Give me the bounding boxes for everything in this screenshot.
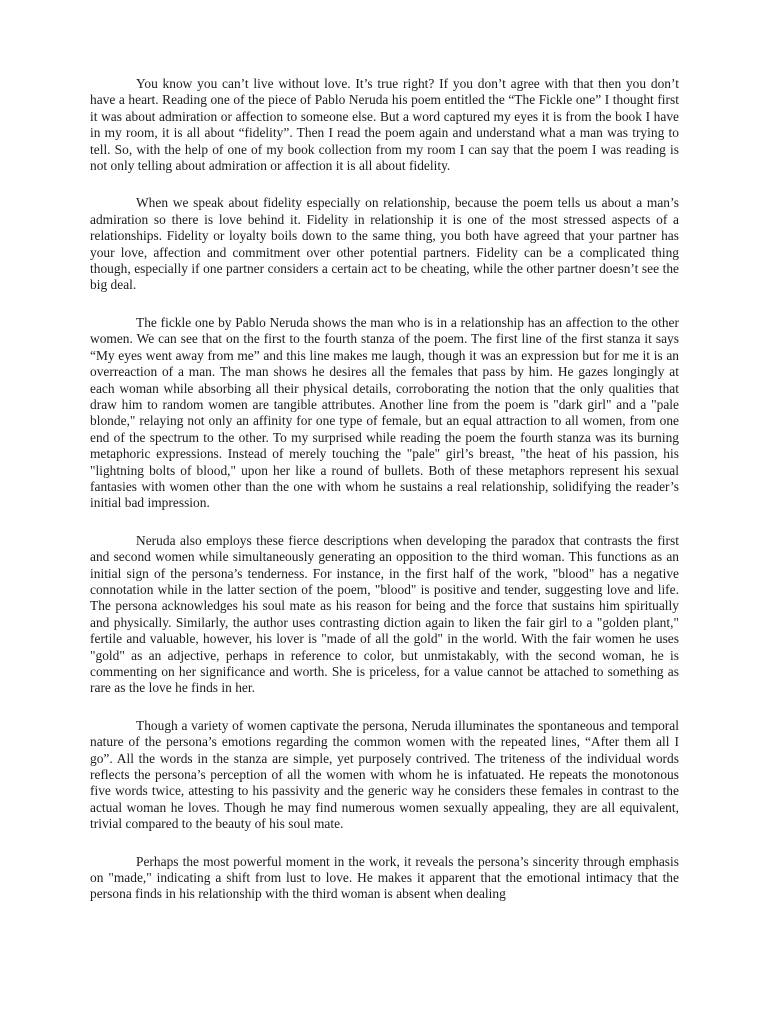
paragraph-paradox-descriptions: Neruda also employs these fierce descriptions when developing the paradox that contrasts the first and second women while simultaneously generating an opposition to the third woman. This functions as an initial sign of the persona’s tenderness. For instance, in the first half of the work, "blood" has a negative connotation while in the latter section of the poem, "blood" is positive and tender, suggesting love and life. The persona acknowledges his soul mate as his reason for being and the force that sustains him spiritually and physically. Similarly, the author uses contrasting diction again to liken the fair girl to a "golden plant," fertile and valuable, however, his lover is "made of all the gold" in the world. With the fair women he uses "gold" as an adjective, perhaps in reference to color, but unmistakably, with the second woman, he is commenting on her significance and worth. She is priceless, for a value cannot be attached to something as rare as the love he finds in her. — [90, 532, 679, 696]
paragraph-powerful-moment: Perhaps the most powerful moment in the work, it reveals the persona’s sincerity through emphasis on "made," indicating a shift from lust to love. He makes it apparent that the emotional intimacy that the persona finds in his relationship with the third woman is absent when dealing — [90, 853, 679, 902]
paragraph-fickle-one-analysis: The fickle one by Pablo Neruda shows the man who is in a relationship has an affection to the other women. We can see that on the first to the fourth stanza of the poem. The first line of the first stanza it says “My eyes went away from me” and this line makes me laugh, though it was an expression but for me it is an overreaction of a man. The man shows he desires all the females that pass by him. He gazes longingly at each woman while absorbing all their physical details, corroborating the notion that the only qualities that draw him to random women are tangible attributes. Another line from the poem is "dark girl" and a "pale blonde," relaying not only an affinity for one type of female, but an equal attraction to all women, from one end of the spectrum to the other. To my surprised while reading the poem the fourth stanza was its burning metaphoric expressions. Instead of merely touching the "pale" girl’s breast, "the heat of his passion, his "lightning bolts of blood," upon her like a round of bullets. Both of these metaphors represent his sexual fantasies with women other than the one with whom he sustains a real relationship, solidifying the reader’s initial bad impression. — [90, 314, 679, 511]
paragraph-love-and-fidelity: You know you can’t live without love. It’s true right? If you don’t agree with that then you don’t have a heart. Reading one of the piece of Pablo Neruda his poem entitled the “The Fickle one” I thought first it was about admiration or affection to someone else. But a word captured my eyes it is from the book I have in my room, it is all about “fidelity”. Then I read the poem again and understand what a man was trying to tell. So, with the help of one of my book collection from my room I can say that the poem I was reading is not only telling about admiration or affection it is all about fidelity. — [90, 76, 679, 174]
document-body — [90, 76, 679, 924]
paragraph-repeated-lines: Though a variety of women captivate the persona, Neruda illuminates the spontaneous and temporal nature of the persona’s emotions regarding the common women with the repeated lines, “After them all I go”. All the words in the stanza are simple, yet purposely contrived. The triteness of the individual words reflects the persona’s perception of all the women with whom he is infatuated. He repeats the monotonous five words twice, attesting to his passivity and the generic way he considers these females in contrast to the actual woman he loves. Though he may find numerous women sexually appealing, they are all equivalent, trivial compared to the beauty of his soul mate. — [90, 717, 679, 832]
paragraph-fidelity-in-relationship: When we speak about fidelity especially on relationship, because the poem tells us about a man’s admiration so there is love behind it. Fidelity in relationship it is one of the most stressed aspects of a relationships. Fidelity or loyalty boils down to the same thing, you both have agreed that your partner has your love, affection and commitment over other potential partners. Fidelity can be a complicated thing though, especially if one partner considers a certain act to be cheating, while the other partner doesn’t see the big deal. — [90, 195, 679, 293]
